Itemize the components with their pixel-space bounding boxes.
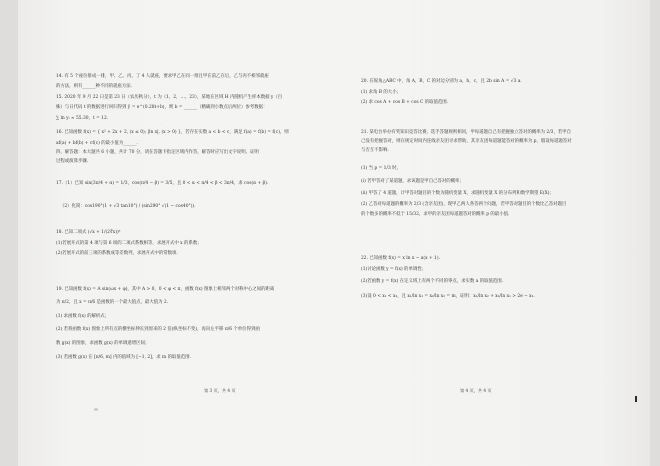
question-22-line: 22. 已知函数 f(x) = x ln x − a(x + 1).: [361, 256, 440, 261]
question-16-line: 16. 已知函数 f(x) = { x² + 2x + 2, (x ≤ 0); |ln x|, (x > 0) }，若存在实数 a < b < c，满足 f(a) = f(b) = f(c)，则: [56, 130, 289, 135]
exam-page-right: [348, 0, 660, 466]
question-19-line: 数 g(x) 的图象，求函数 g(x) 的单调递增区间；: [56, 341, 150, 346]
question-17-line: （2）化简：cos190°(1 + √3 tan10°) / (sin290° √(1 − cos40°)).: [60, 204, 196, 209]
question-21-line: 21. 某电台举办有奖知识竞答比赛，选手答题规则相同，甲每道题自己有把握独立答对的概率为 2/3，若甲自: [361, 130, 572, 135]
question-20-line: 20. 在锐角△ABC 中，角 A，B，C 的对边分别为 a，b，c，且 2b sin A = √3 a.: [361, 79, 522, 84]
question-22-line: (2)若函数 y = f(x) 在定义域上有两个不同的零点，求实数 a 的取值范围.: [361, 279, 504, 284]
exam-page-left: [36, 0, 348, 466]
question-21-line: (ii) 甲答了 4 道题，计甲答对题目的个数为随机变量 X，求随机变量 X 的分布列和数学期望 E(X)；: [361, 191, 554, 196]
question-21-line: (1) 当 p = 1/3 时，: [361, 166, 401, 171]
question-19-line: (2) 若将函数 f(x) 图象上所有点的横坐标伸长到原来的 2 倍(纵坐标不变)，再向左平移 π/6 个单位得到函: [56, 327, 260, 332]
section-header: 四、解答题：本大题共 6 小题，共计 70 分，请在答题卡指定区域内作答，解答时应写出文字说明、证明: [56, 150, 259, 155]
question-14-line: 的方法，则有______种不同的就座方法.: [56, 84, 133, 89]
question-20-line: (1) 求角 B 的大小；: [361, 90, 401, 95]
question-19-line: 为 π/2，且 x = π/6 是函数的一个最大值点，最大值为 2.: [56, 300, 169, 305]
question-21-line: 己没有把握答对，则在规定时间内连线亲友团寻求帮助，其亲友团每道题能答对的概率为 p，假设每道题答对: [361, 139, 572, 144]
scan-mark: [635, 396, 637, 402]
page-footer: 第 3 页，共 4 页: [204, 388, 236, 393]
question-15-line: ∑ ln yᵢ ≈ 55.30，t̄ = 12.: [56, 116, 109, 121]
question-19-line: 19. 已知函数 f(x) = A sin(ωx + φ)，其中 A > 0，0 < φ < π，函数 f(x) 图象上相邻两个对称中心之间的距离: [56, 287, 275, 292]
question-17-line: 17.（1）已知 sin(3π/4 + α) = 1/3，cos(π/4 − β) = 3/5，且 0 < α < π/4 < β < 3π/4，求 cos(α + β).: [56, 181, 269, 186]
question-18-line: (2)若展开式的前三项的系数成等差数列，求展开式中的常数项.: [56, 251, 178, 256]
question-22-line: (3)设 0 < x₁ < x₂，且 x₁/ln x₁ = x₂/ln x₂ = m，证明：x₁/ln x₂ + x₂/ln x₁ > 2e − x₂.: [361, 294, 535, 299]
scan-smudge: [94, 408, 98, 411]
scanned-sheet: [18, 0, 650, 466]
question-15-line: 15. 2020 年 9 月 22 日是第 23 日（农历秋分），t 为（1，2，…，23），某地在区域 H 内随机产生样本数据 y（百: [56, 95, 283, 100]
question-21-line: (i) 若甲答对了某道题，求该题是甲自己答对的概率；: [361, 179, 464, 184]
section-header: 过程或演算步骤.: [56, 159, 89, 164]
question-19-line: (3) 若函数 g(x) 在 [π/6, m] 内的值域为 [−1, 2]，求 m 的取值范围.: [56, 355, 191, 360]
question-22-line: (1)讨论函数 y = f(x) 的单调性；: [361, 267, 427, 272]
question-21-line: (2) 乙答对每道题的概率为 2/3 (含亲友团)，现甲乙两人各答两个问题，若甲答对题目的个数比乙答对题目: [361, 202, 567, 207]
question-14-line: 14. 有 5 个座位排成一排，甲、乙、丙、丁 4 人就座，要求甲乙在同一排且甲在前乙在后，乙与丙不相邻就座: [56, 74, 269, 79]
question-19-line: (1) 求函数 f(x) 的解析式；: [56, 314, 110, 319]
question-21-line: 的个数多的概率不低于 15/32，求甲的亲友团每道题答对的概率 p 的最小值.: [361, 212, 510, 217]
question-15-line: 株）与日代码 t 的数据进行回归得到 ŷ = e^(0.28t+b)，则 b = ______（精确到小数点后两位）参考数据：: [56, 105, 268, 110]
question-21-line: 与否互不影响.: [361, 148, 389, 153]
question-16-line: af(a) + bf(b) + cf(c) 的最小值为______.: [56, 141, 138, 146]
question-18-line: 18. 已知二项式 (√x + 1/(2∜x))ⁿ: [56, 230, 121, 235]
page-footer: 第 4 页，共 4 页: [460, 388, 492, 393]
question-18-line: (1)若展开式的第 4 项与第 6 项的二项式系数相等，求展开式中 x 的系数；: [56, 241, 202, 246]
question-20-line: (2) 求 cos A + cos B + cos C 的取值范围.: [361, 100, 449, 105]
